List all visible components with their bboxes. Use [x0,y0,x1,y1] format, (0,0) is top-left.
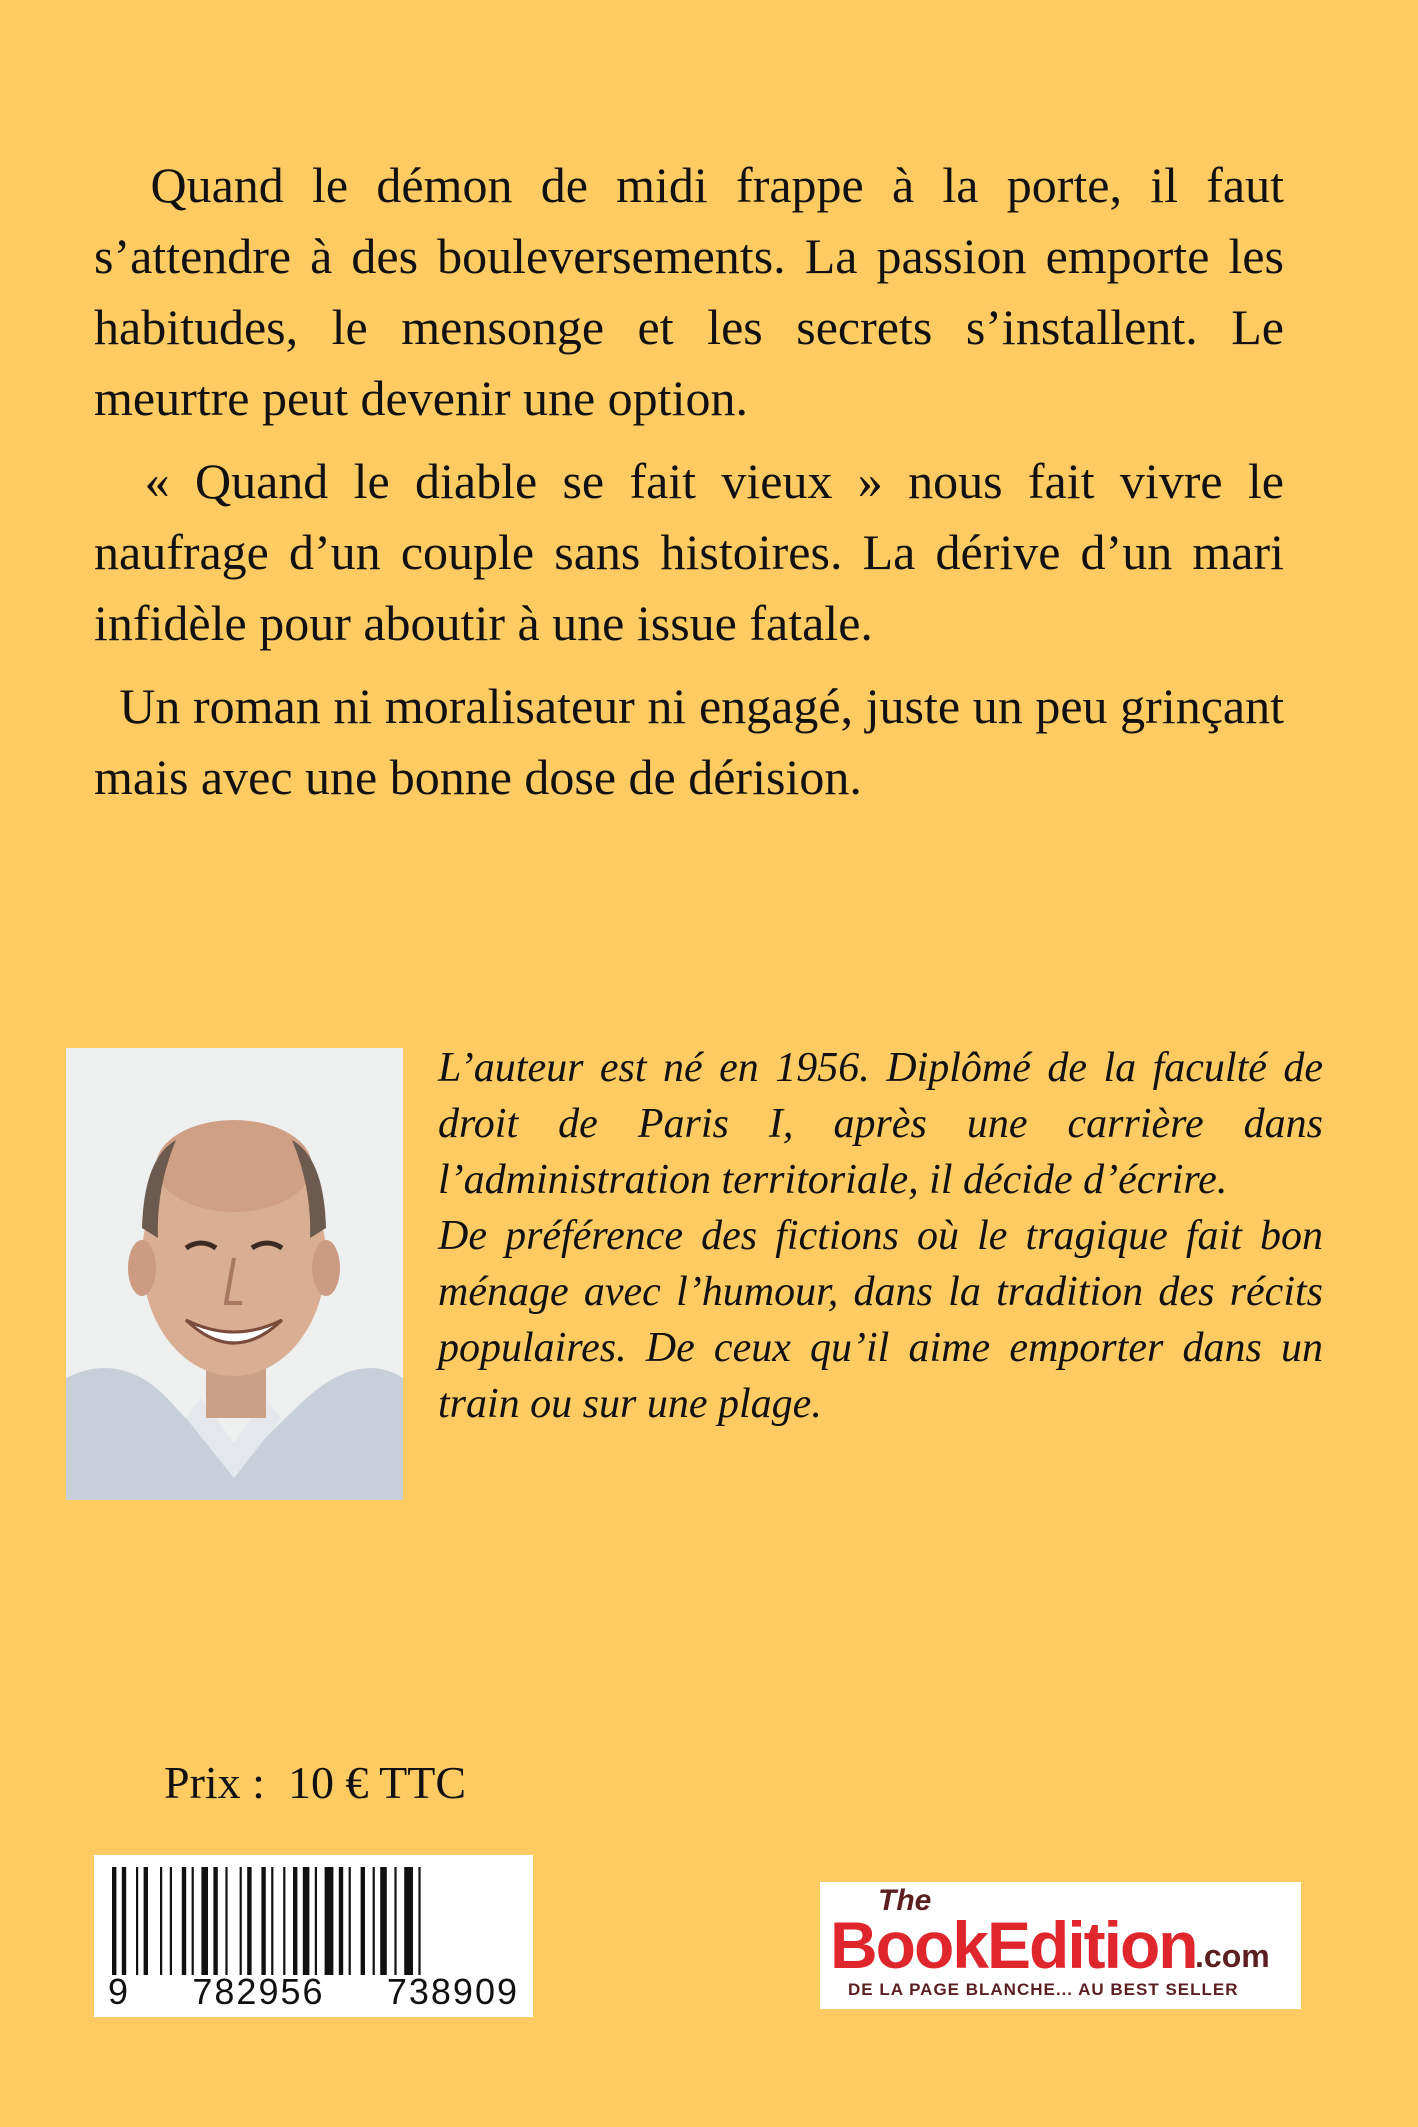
barcode-bar [247,1867,251,1975]
barcode-bar [349,1867,351,1975]
barcode-bar [213,1867,217,1975]
barcode-bar [394,1867,396,1975]
barcode-bar [225,1867,227,1975]
barcode-bar [293,1867,297,1975]
back-cover-blurb [94,150,1284,825]
barcode-bar [373,1867,375,1975]
author-bio-paragraph-2: De préférence des fictions où le tragique fait bon ménage avec l’humour, dans la tradition des récits populaires. De ceux qu’il aime emporter dans un train ou sur une plage. [438,1213,1323,1427]
price-label: Prix : 10 € TTC [164,1757,467,1808]
barcode-bar [136,1867,138,1975]
author-bio [438,1040,1323,1432]
barcode-bar [418,1867,420,1975]
barcode-bar [325,1867,334,1975]
barcode-digit-group-1: 782956 [192,1971,325,2012]
author-bio-paragraph-1: L’auteur est né en 1956. Diplômé de la faculté de droit de Paris I, après une carrière dans l’administration territoriale, il décide d’écrire. [438,1045,1323,1203]
barcode-bar [192,1867,194,1975]
publisher-logo [820,1882,1301,2009]
barcode-bar [170,1867,172,1975]
barcode-digit-group-2: 738909 [386,1971,519,2012]
barcode-bar [283,1867,285,1975]
blurb-paragraph-3: Un roman ni moralisateur ni engagé, juste un peu grinçant mais avec une bonne dose de dérision. [94,678,1284,805]
barcode-bar [404,1867,413,1975]
publisher-the: The [878,1884,932,1917]
barcode-bar [112,1867,116,1975]
barcode-digits [94,1971,533,2013]
barcode-bar [271,1867,273,1975]
barcode-bar [315,1867,317,1975]
barcode-bar [144,1867,148,1975]
barcode-digit-prefix: 9 [108,1971,131,2012]
isbn-barcode [94,1855,533,2017]
barcode-bar [380,1867,387,1975]
barcode-bar [261,1867,265,1975]
blurb-paragraph-2: « Quand le diable se fait vieux » nous fait vivre le naufrage d’un couple sans histoires. La dérive d’un mari infidèle pour aboutir à une issue fatale. [94,453,1284,651]
barcode-bar [182,1867,186,1975]
publisher-domain: .com [1195,1938,1270,1974]
barcode-bar [122,1867,126,1975]
barcode-bar [240,1867,242,1975]
barcode-bar [361,1867,365,1975]
publisher-tagline: DE LA PAGE BLANCHE... AU BEST SELLER [848,1980,1239,1999]
author-photo [66,1048,403,1500]
barcode-bar [303,1867,310,1975]
publisher-name: BookEdition [830,1908,1197,1982]
barcode-bar [160,1867,162,1975]
barcode-bar [201,1867,208,1975]
blurb-paragraph-1: Quand le démon de midi frappe à la porte, il faut s’attendre à des bouleversements. La passion emporte les habitudes, le mensonge et les secrets s’installent. Le meurtre peut devenir une option. [94,157,1284,426]
barcode-bar [339,1867,343,1975]
